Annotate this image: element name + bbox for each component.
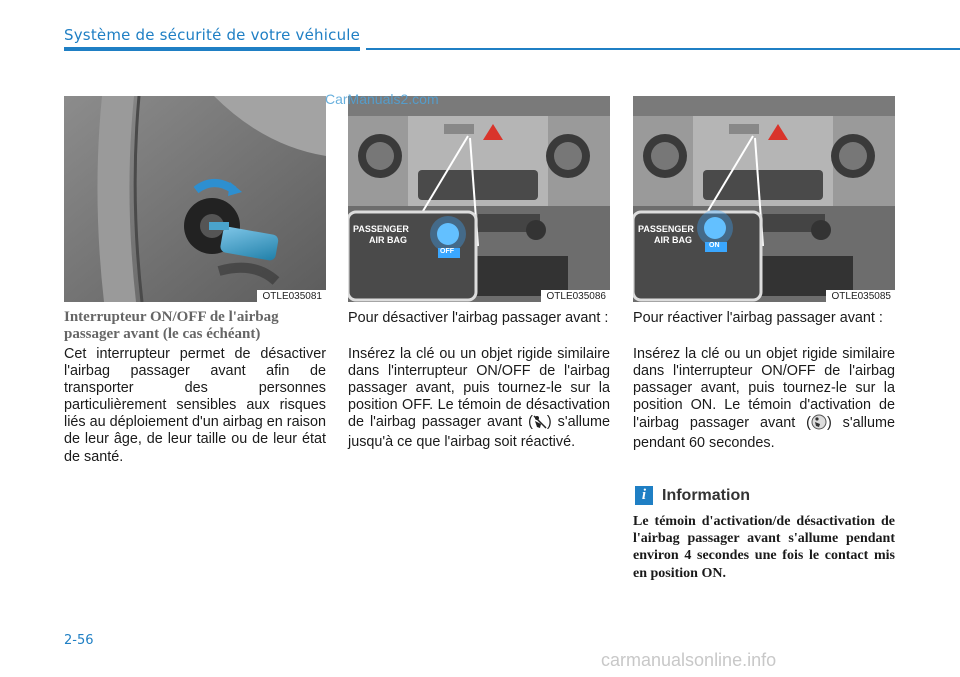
off-indicator-label: OFF	[440, 248, 454, 255]
airbag-on-icon	[811, 414, 827, 435]
dashboard-on-illustration	[633, 96, 895, 302]
dashboard-off-illustration	[348, 96, 610, 302]
header-rule-thin	[366, 48, 960, 50]
airbag-off-icon	[533, 415, 547, 434]
figure-dashboard-on	[633, 96, 895, 302]
header-rule-thick	[64, 47, 360, 51]
figure-code: OTLE035081	[257, 290, 327, 302]
watermark-top: CarManuals2.com	[325, 91, 439, 107]
on-indicator-label: ON	[709, 242, 720, 249]
col2-body: Insérez la clé ou un objet rigide similaire dans l'interrupteur ON/OFF de l'airbag passager avant, puis tournez-le sur la position OFF. Le témoin de désactivation de l'airbag passager avant ( ) s'allume jusqu'à ce que l'airbag soit réactivé.	[348, 346, 610, 451]
figure-code: OTLE035085	[826, 290, 896, 302]
figure-dashboard-off	[348, 96, 610, 302]
col3-body: Insérez la clé ou un objet rigide similaire dans l'interrupteur ON/OFF de l'airbag passager avant, puis tournez-le sur la position ON. Le témoin d'activation de l'airbag passager avant ( ) s'allume pendant 60 secondes.	[633, 346, 895, 452]
passenger-label: PASSENGER AIR BAG	[353, 224, 409, 245]
info-title: Information	[662, 487, 750, 504]
figure-code: OTLE035086	[541, 290, 611, 302]
info-icon: i	[635, 486, 653, 505]
col2-intro: Pour désactiver l'airbag passager avant :	[348, 310, 609, 326]
watermark-bottom: carmanualsonline.info	[601, 650, 777, 670]
figure-key-switch	[64, 96, 326, 302]
passenger-label: PASSENGER AIR BAG	[638, 224, 694, 245]
info-body: Le témoin d'activation/de désactivation de l'airbag passager avant s'allume pendant environ 4 secondes une fois le contact mis en position ON.	[633, 514, 895, 581]
key-switch-illustration	[64, 96, 326, 302]
section-title: Système de sécurité de votre véhicule	[64, 26, 361, 44]
col3-intro: Pour réactiver l'airbag passager avant :	[633, 310, 883, 326]
section-heading: Interrupteur ON/OFF de l'airbag passager avant (le cas échéant)	[64, 309, 279, 342]
col1-body: Cet interrupteur permet de désactiver l'airbag passager avant afin de transporter des personnes particulièrement sensibles aux risques liés au déploiement d'un airbag en raison de leur âge, de leur taille ou de leur état de santé.	[64, 346, 326, 465]
page-number: 2-56	[64, 633, 94, 648]
